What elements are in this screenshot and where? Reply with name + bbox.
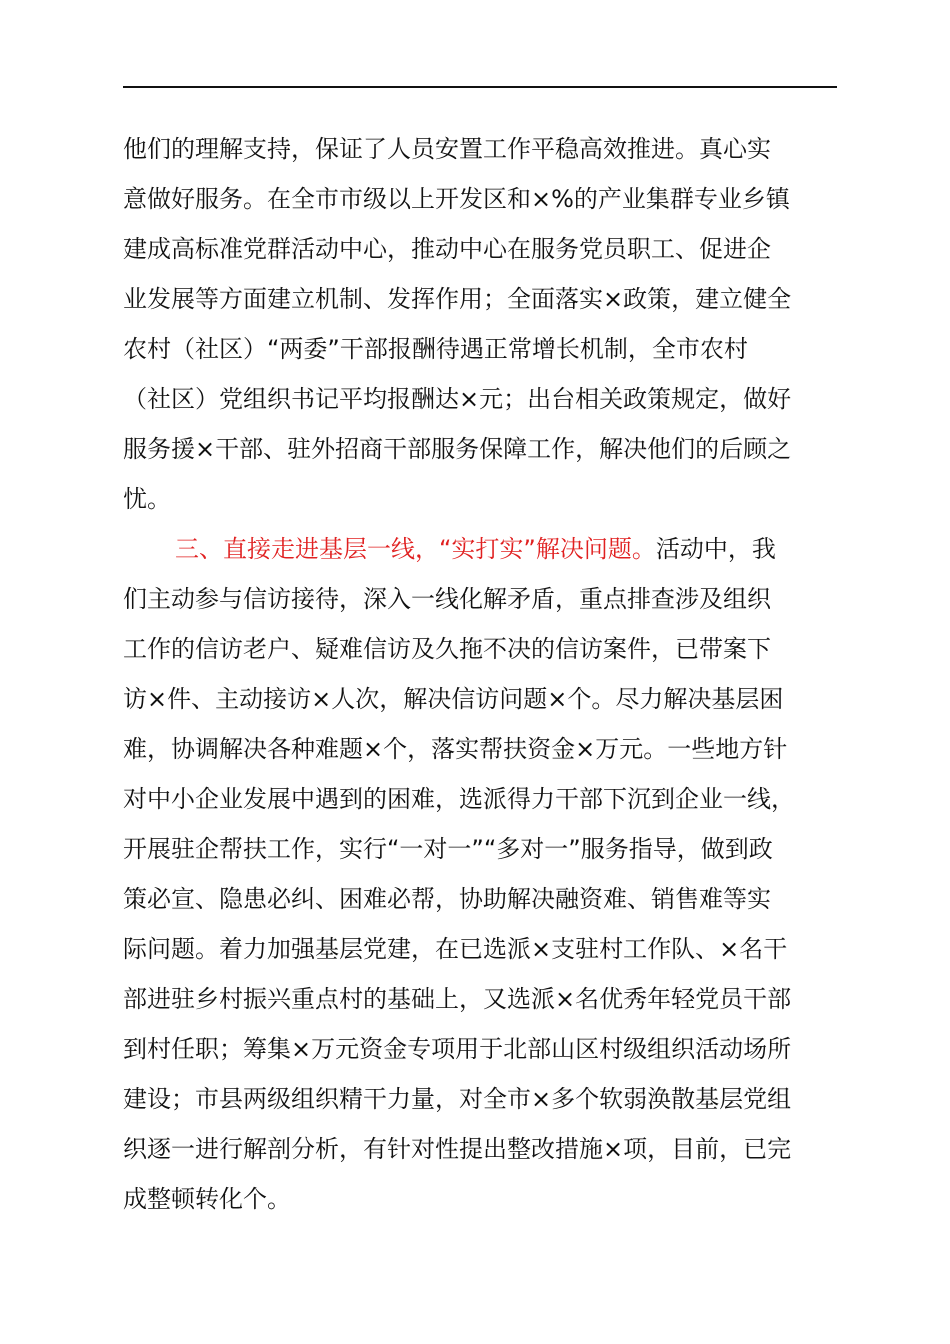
text-line: 难，协调解决各种难题×个，落实帮扶资金×万元。一些地方针 bbox=[123, 735, 788, 763]
text-line: 织逐一进行解剖分析，有针对性提出整改措施×项，目前，已完 bbox=[123, 1135, 792, 1163]
text-line: 业发展等方面建立机制、发挥作用；全面落实×政策，建立健全 bbox=[123, 285, 792, 313]
text-line: 策必宣、隐患必纠、困难必帮，协助解决融资难、销售难等实 bbox=[123, 885, 771, 913]
text-line: 访×件、主动接访×人次，解决信访问题×个。尽力解决基层困 bbox=[123, 685, 784, 713]
text-line: 建成高标准党群活动中心，推动中心在服务党员职工、促进企 bbox=[123, 235, 771, 263]
header-rule bbox=[123, 86, 837, 88]
text-line: 工作的信访老户、疑难信访及久拖不决的信访案件，已带案下 bbox=[123, 635, 771, 663]
text-line: 对中小企业发展中遇到的困难，选派得力干部下沉到企业一线， bbox=[123, 785, 795, 813]
text-line: 意做好服务。在全市市级以上开发区和×%的产业集群专业乡镇 bbox=[123, 185, 790, 213]
text-line: 他们的理解支持，保证了人员安置工作平稳高效推进。真心实 bbox=[123, 135, 771, 163]
section-3-first-line-rest: 活动中，我 bbox=[655, 535, 776, 563]
text-line: 成整顿转化个。 bbox=[123, 1185, 291, 1213]
section-3-first-line bbox=[175, 524, 776, 574]
text-line: 服务援×干部、驻外招商干部服务保障工作，解决他们的后顾之 bbox=[123, 435, 792, 463]
text-line: （社区）党组织书记平均报酬达×元；出台相关政策规定，做好 bbox=[123, 385, 792, 413]
text-line: 忧。 bbox=[123, 485, 171, 513]
text-line: 开展驻企帮扶工作，实行“一对一”“多对一”服务指导，做到政 bbox=[123, 835, 773, 863]
text-line: 们主动参与信访接待，深入一线化解矛盾，重点排查涉及组织 bbox=[123, 585, 771, 613]
text-line: 到村任职；筹集×万元资金专项用于北部山区村级组织活动场所 bbox=[123, 1035, 792, 1063]
section-3-heading: 三、直接走进基层一线，“实打实”解决问题。 bbox=[175, 535, 656, 563]
text-line: 建设；市县两级组织精干力量，对全市×多个软弱涣散基层党组 bbox=[123, 1085, 792, 1113]
text-line: 部进驻乡村振兴重点村的基础上，又选派×名优秀年轻党员干部 bbox=[123, 985, 792, 1013]
text-line: 农村（社区）“两委”干部报酬待遇正常增长机制，全市农村 bbox=[123, 335, 748, 363]
text-line: 际问题。着力加强基层党建，在已选派×支驻村工作队、×名干 bbox=[123, 935, 788, 963]
